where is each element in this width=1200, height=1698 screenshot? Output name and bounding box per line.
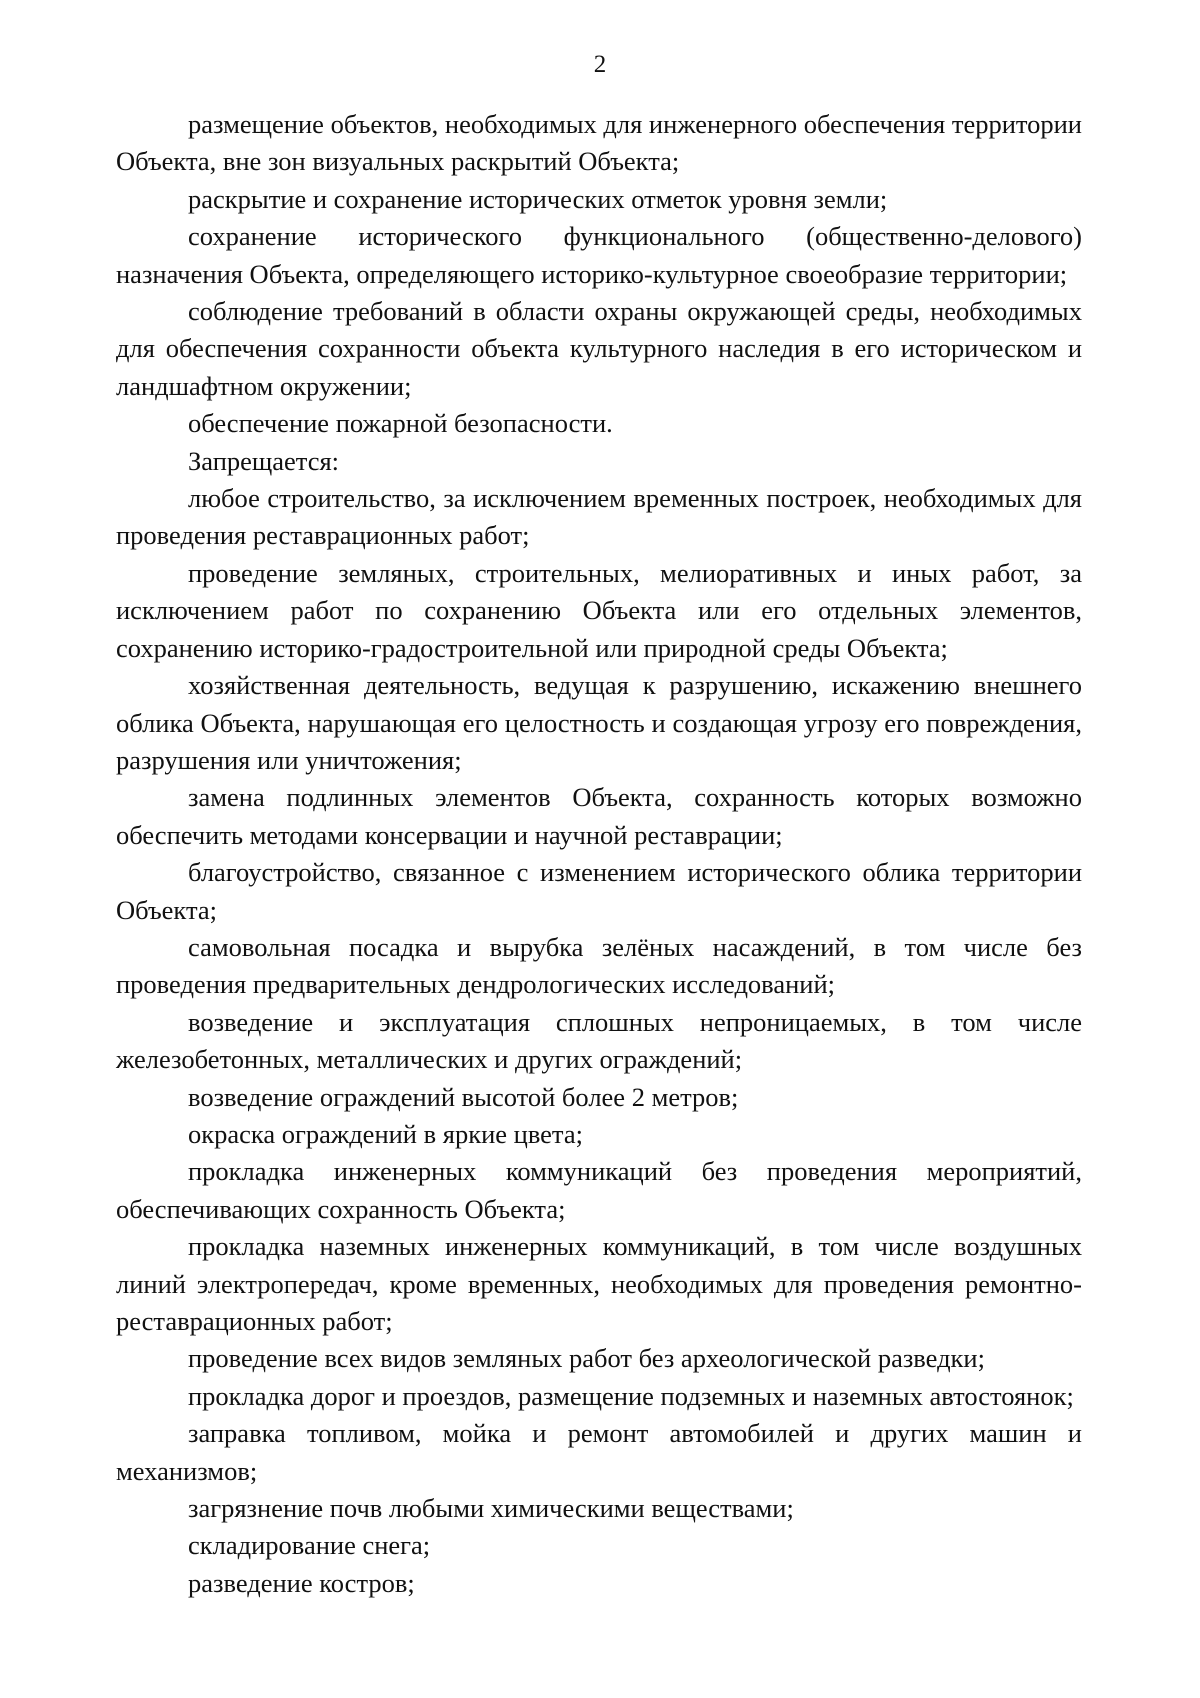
paragraph: складирование снега; [188,1530,431,1561]
paragraph: хозяйственная деятельность, ведущая к разрушению, искажению внешнего облика Объекта, нарушающая его целостность и создающая угрозу его повреждения, разрушения или уничтожения; [116,670,1082,775]
paragraph: сохранение исторического функционального (общественно-делового) назначения Объекта, определяющего историко-культурное своеобразие территории; [116,221,1082,289]
paragraph: прокладка дорог и проездов, размещение подземных и наземных автостоянок; [188,1380,1074,1411]
paragraph: проведение земляных, строительных, мелиоративных и иных работ, за исключением работ по сохранению Объекта или его отдельных элементов, сохранению историко-градостроительной или природной среды Объекта; [116,557,1082,663]
paragraph: разведение костров; [188,1567,415,1598]
paragraph: благоустройство, связанное с изменением исторического облика территории Объекта; [116,857,1082,925]
paragraph: раскрытие и сохранение исторических отметок уровня земли; [188,183,888,214]
paragraph: возведение ограждений высотой более 2 метров; [188,1081,739,1112]
paragraph: заправка топливом, мойка и ремонт автомобилей и других машин и механизмов; [116,1418,1082,1486]
paragraph: обеспечение пожарной безопасности. [188,408,613,439]
paragraph: соблюдение требований в области охраны окружающей среды, необходимых для обеспечения сохранности объекта культурного наследия в его историческом и ландшафтном окружении; [116,296,1082,401]
paragraph: прокладка наземных инженерных коммуникаций, в том числе воздушных линий электропередач, кроме временных, необходимых для проведения ремонтно-реставрационных работ; [116,1231,1082,1336]
paragraph: окраска ограждений в яркие цвета; [188,1118,583,1149]
paragraph: самовольная посадка и вырубка зелёных насаждений, в том числе без проведения предварительных дендрологических исследований; [116,931,1082,1000]
paragraph: замена подлинных элементов Объекта, сохранность которых возможно обеспечить методами консервации и научной реставрации; [116,782,1082,850]
paragraph: возведение и эксплуатация сплошных непроницаемых, в том числе железобетонных, металлических и других ограждений; [116,1006,1082,1075]
page-number: 2 [593,51,607,78]
paragraph: размещение объектов, необходимых для инженерного обеспечения территории Объекта, вне зон визуальных раскрытий Объекта; [116,109,1082,177]
paragraph: прокладка инженерных коммуникаций без проведения мероприятий, обеспечивающих сохранность Объекта; [116,1156,1082,1224]
paragraph: загрязнение почв любыми химическими веществами; [188,1493,794,1524]
paragraph: любое строительство, за исключением временных построек, необходимых для проведения реставрационных работ; [116,483,1082,551]
paragraph: проведение всех видов земляных работ без археологической разведки; [188,1343,985,1374]
paragraph-heading: Запрещается: [188,445,340,476]
body-text [116,106,1082,1602]
